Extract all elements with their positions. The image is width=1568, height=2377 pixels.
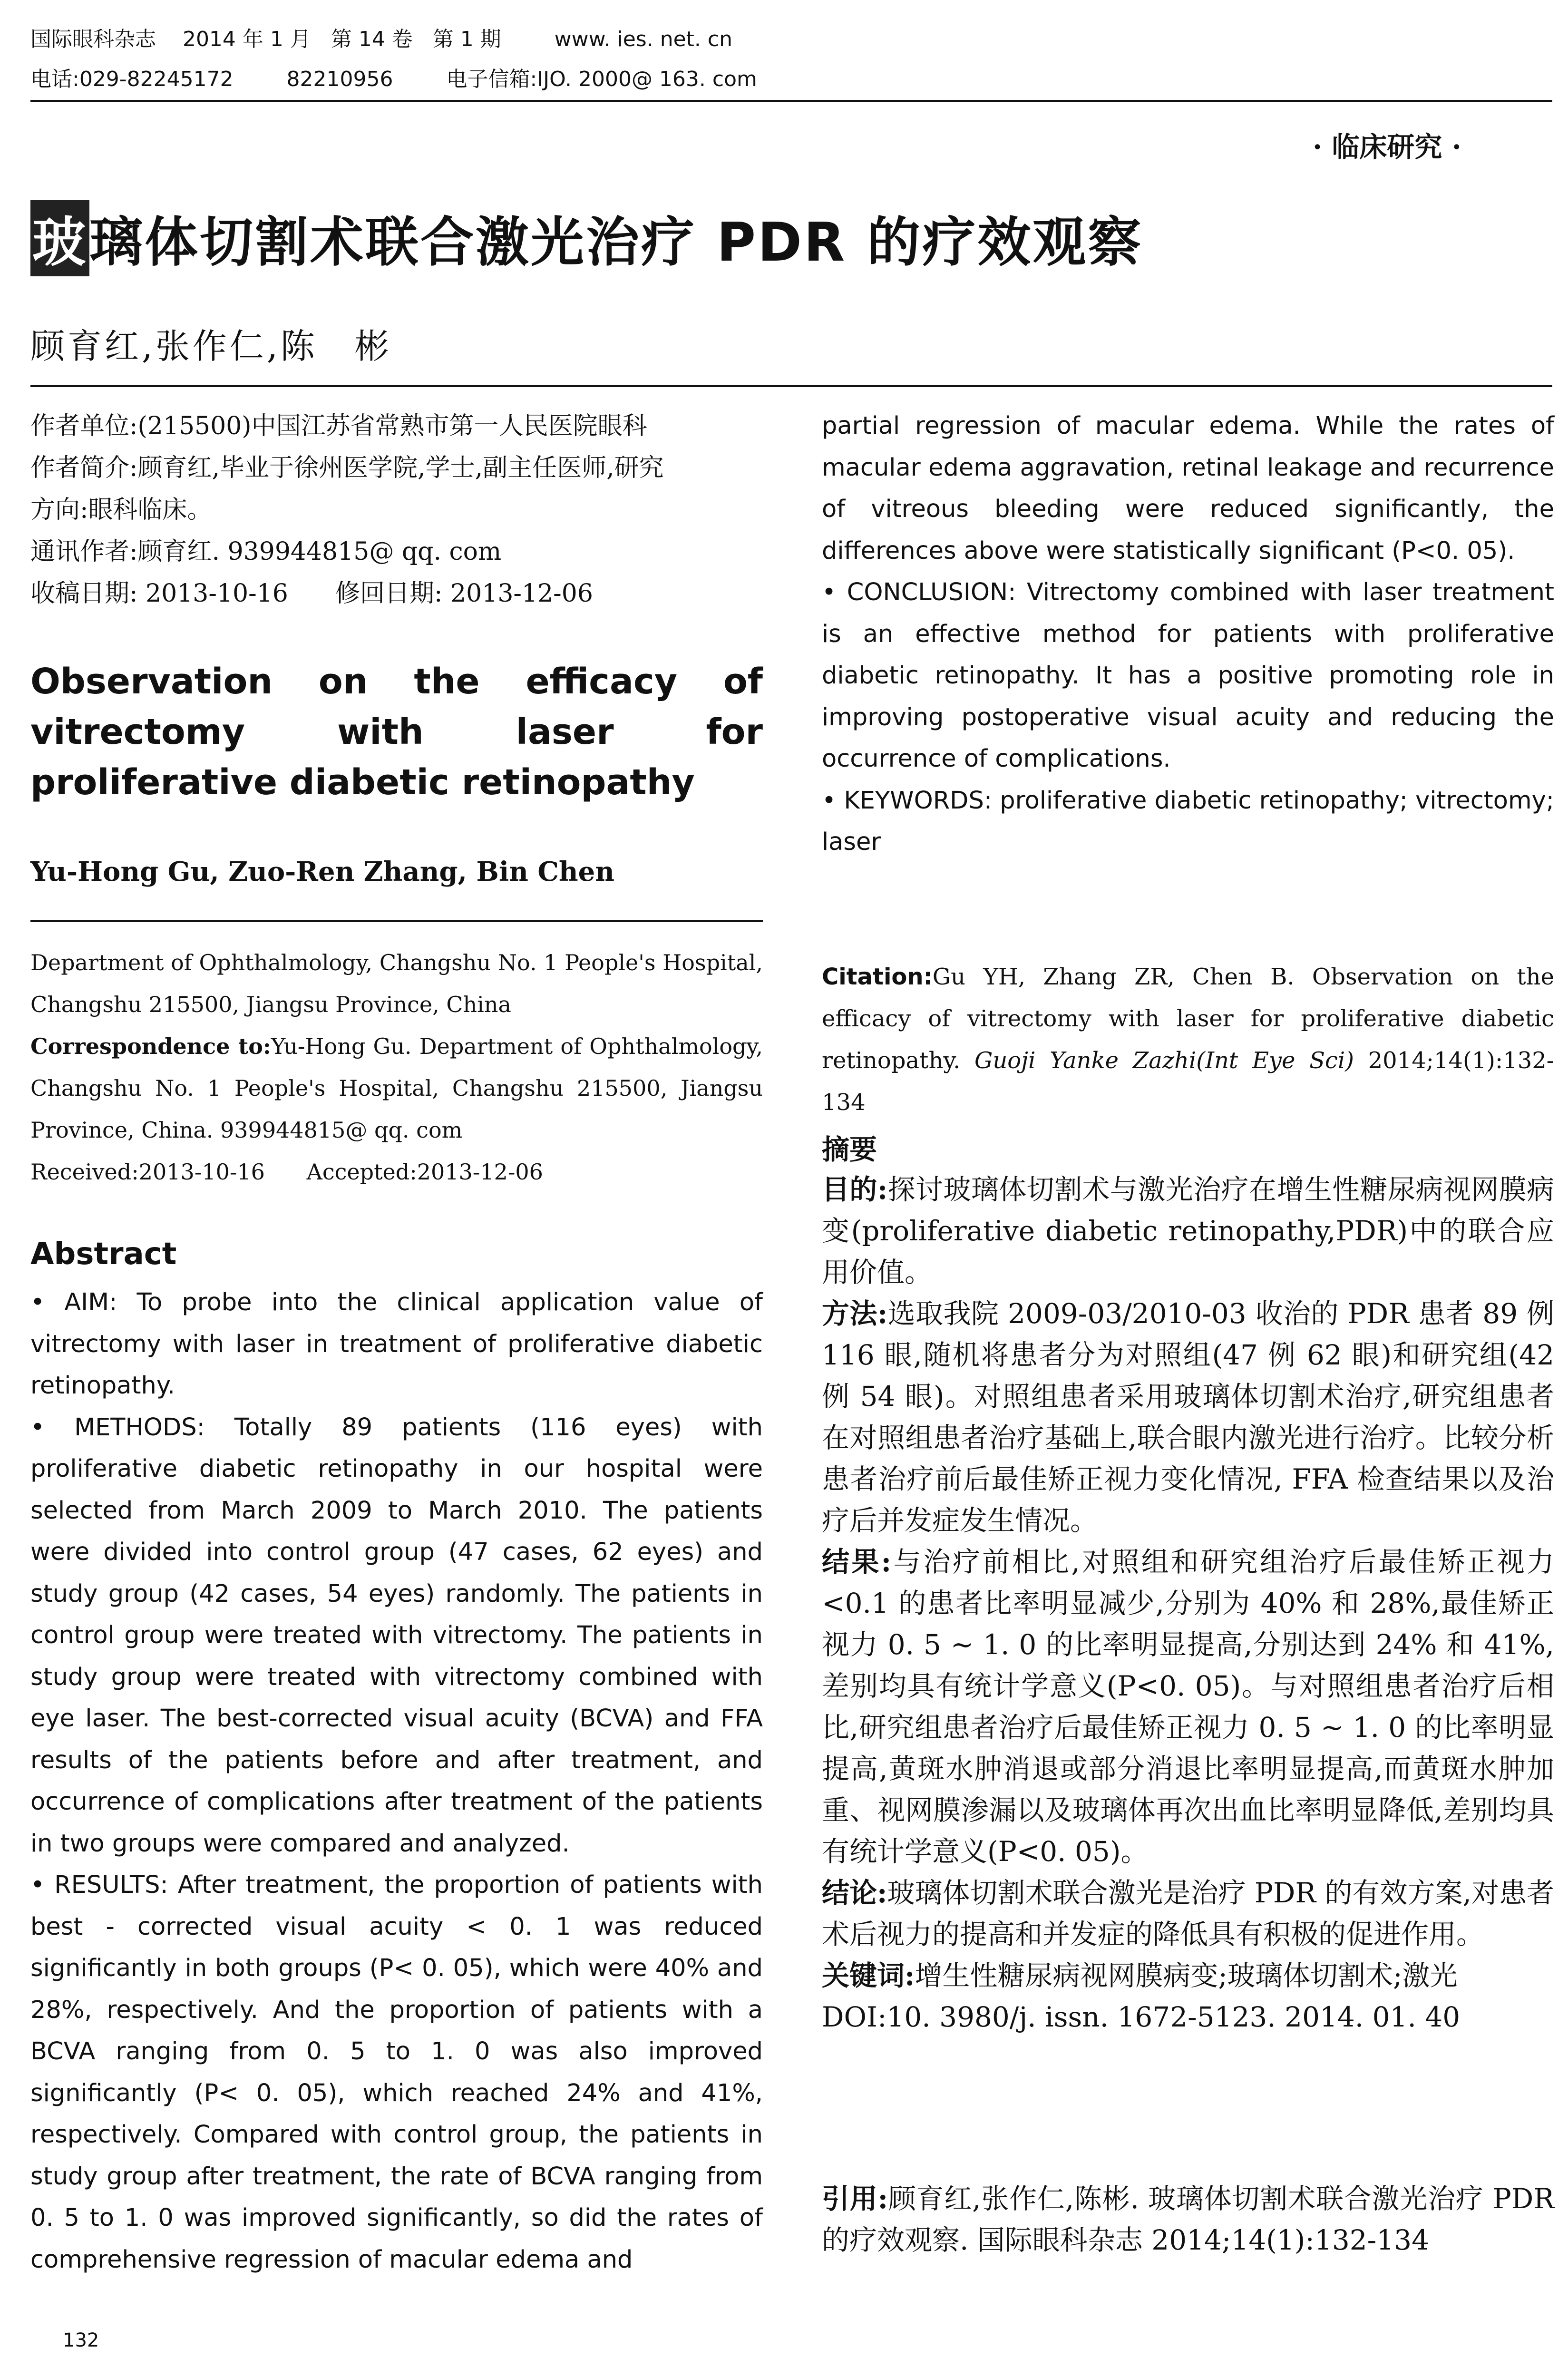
authors-zh: 顾育红,张作仁,陈 彬 bbox=[30, 326, 392, 366]
zh-results-text: 与治疗前相比,对照组和研究组治疗后最佳矫正视力<0.1 的患者比率明显减少,分别为 40% 和 28%,最佳矫正视力 0. 5 ~ 1. 0 的比率明显提高,分别达到 24% 和 41%,差别均具有统计学意义(P<0. 05)。与对照组患者治疗后相比,研究组患者治疗后最佳矫正视力 0. 5 ~ 1. 0 的比率明显提高,黄斑水肿消退或部分消退比率明显提高,而黄斑水肿加重、视网膜渗漏以及玻璃体再次出血比率明显降低,差别均具有统计学意义(P<0. 05)。 bbox=[822, 1546, 1554, 1868]
abstract-results bbox=[30, 1864, 763, 2280]
zh-conclusion bbox=[822, 1872, 1554, 1955]
zh-citation bbox=[822, 2178, 1554, 2261]
corresponding-author: 通讯作者:顾育红. 939944815@ qq. com bbox=[30, 537, 502, 566]
zh-aim-text: 探讨玻璃体切割术与激光治疗在增生性糖尿病视网膜病变(proliferative diabetic retinopathy,PDR)中的联合应用价值。 bbox=[822, 1173, 1554, 1288]
methods-text: Totally 89 patients (116 eyes) with proliferative diabetic retinopathy in our hospital were selected from March 2009 to March 2010. The patients were divided into control group (47 cases, 62 eyes) and study group (42 cases, 54 eyes) randomly. The patients in control group were treated with vitrectomy. The patients in study group were treated with vitrectomy combined with eye laser. The best-corrected visual acuity (BCVA) and FFA results of the patients before and after treatment, and occurrence of complications after treatment of the patients in two groups were compared and analyzed. bbox=[30, 1413, 763, 1858]
zh-keywords bbox=[822, 1955, 1554, 1997]
citation-text: Gu YH, Zhang ZR, Chen B. Observation on the efficacy of vitrectomy with laser for proliferative diabetic retinopathy. bbox=[822, 964, 1554, 1074]
abstract-right-body bbox=[822, 405, 1554, 863]
conclusion-text: Vitrectomy combined with laser treatment is an effective method for patients with proliferative diabetic retinopathy. It has a positive promoting role in improving postoperative visual acuity and reducing the occurrence of complications. bbox=[822, 578, 1554, 773]
keywords-text: proliferative diabetic retinopathy; vitrectomy; laser bbox=[822, 786, 1554, 856]
authors-rule bbox=[30, 920, 763, 922]
section-tag: · 临床研究 · bbox=[1313, 131, 1461, 163]
journal-header-line1: 国际眼科杂志 2014 年 1 月 第 14 卷 第 1 期 www. ies. net. cn bbox=[30, 27, 732, 51]
aim-label: • AIM: bbox=[30, 1288, 117, 1316]
conclusion-label: • CONCLUSION: bbox=[822, 578, 1016, 606]
zh-citation-block bbox=[822, 2178, 1554, 2261]
zh-methods-text: 选取我院 2009-03/2010-03 收治的 PDR 患者 89 例 116 眼,随机将患者分为对照组(47 例 62 眼)和研究组(42 例 54 眼)。对照组患者采用玻璃体切割术治疗,研究组患者在对照组患者治疗基础上,联合眼内激光进行治疗。比较分析患者治疗前后最佳矫正视力变化情况, FFA 检查结果以及治疗后并发症发生情况。 bbox=[822, 1297, 1554, 1537]
journal-header-line2: 电话:029-82245172 82210956 电子信箱:IJO. 2000@ 163. com bbox=[30, 67, 757, 91]
results-text: After treatment, the proportion of patients with best - corrected visual acuity < 0. 1 was reduced significantly in both groups (P< 0. 05), which were 40% and 28%, respectively. And the proportion of patients with a BCVA ranging from 0. 5 to 1. 0 was also improved significantly (P< 0. 05), which reached 24% and 41%, respectively. Compared with control group, the patients in study group after treatment, the rate of BCVA ranging from 0. 5 to 1. 0 was improved significantly, so did the rates of comprehensive regression of macular edema and bbox=[30, 1871, 763, 2274]
correspondence bbox=[30, 1025, 763, 1151]
department-text: Department of Ophthalmology, Changshu No. 1 People's Hospital, Changshu 215500, Jiangsu Province, China bbox=[30, 950, 763, 1017]
zh-abstract-body bbox=[822, 1169, 1554, 2038]
affiliation-block bbox=[30, 405, 763, 614]
abstract-results-continued: partial regression of macular edema. While the rates of macular edema aggravation, retinal leakage and recurrence of vitreous bleeding were reduced significantly, the differences above were statistically significant (P<0. 05). bbox=[822, 412, 1554, 565]
english-authors: Yu-Hong Gu, Zuo-Ren Zhang, Bin Chen bbox=[30, 856, 614, 887]
zh-citation-text: 顾育红,张作仁,陈彬. 玻璃体切割术联合激光治疗 PDR 的疗效观察. 国际眼科杂志 2014;14(1):132-134 bbox=[822, 2182, 1554, 2256]
title-rule bbox=[30, 385, 1552, 387]
zh-keywords-text: 增生性糖尿病视网膜病变;玻璃体切割术;激光 bbox=[915, 1959, 1458, 1992]
zh-aim bbox=[822, 1169, 1554, 1293]
header-rule bbox=[30, 100, 1552, 102]
title-first-char: 玻 bbox=[30, 200, 89, 276]
zh-results-label: 结果: bbox=[822, 1546, 892, 1578]
zh-methods bbox=[822, 1293, 1554, 1541]
methods-label: • METHODS: bbox=[30, 1413, 205, 1442]
zh-conclusion-label: 结论: bbox=[822, 1877, 887, 1909]
page-title bbox=[30, 200, 1143, 276]
abstract-conclusion bbox=[822, 572, 1554, 780]
page-number: 132 bbox=[63, 2329, 99, 2351]
author-intro-2: 方向:眼科临床。 bbox=[30, 496, 212, 524]
zh-keywords-label: 关键词: bbox=[822, 1959, 915, 1992]
zh-abstract-heading: 摘要 bbox=[822, 1133, 877, 1166]
citation bbox=[822, 956, 1554, 1123]
citation-block bbox=[822, 956, 1554, 1123]
abstract-methods bbox=[30, 1407, 763, 1865]
author-intro-1: 作者简介:顾育红,毕业于徐州医学院,学士,副主任医师,研究 bbox=[30, 454, 664, 482]
aim-text: To probe into the clinical application value of vitrectomy with laser in treatment of proliferative diabetic retinopathy. bbox=[30, 1288, 763, 1400]
correspondence-label: Correspondence to: bbox=[30, 1033, 271, 1059]
zh-doi: DOI:10. 3980/j. issn. 1672-5123. 2014. 01. 40 bbox=[822, 2001, 1461, 2033]
citation-journal: Guoji Yanke Zazhi(Int Eye Sci) bbox=[974, 1047, 1354, 1074]
zh-conclusion-text: 玻璃体切割术联合激光是治疗 PDR 的有效方案,对患者术后视力的提高和并发症的降低具有积极的促进作用。 bbox=[822, 1877, 1554, 1950]
abstract-aim bbox=[30, 1282, 763, 1407]
citation-tail: 2014;14(1):132-134 bbox=[822, 1047, 1554, 1116]
zh-aim-label: 目的: bbox=[822, 1173, 888, 1206]
results-label: • RESULTS: bbox=[30, 1871, 168, 1899]
abstract-heading: Abstract bbox=[30, 1237, 177, 1272]
department-block bbox=[30, 942, 763, 1193]
zh-methods-label: 方法: bbox=[822, 1297, 888, 1330]
zh-results bbox=[822, 1541, 1554, 1872]
received-dates-zh: 收稿日期: 2013-10-16 修回日期: 2013-12-06 bbox=[30, 579, 593, 608]
abstract-keywords bbox=[822, 780, 1554, 863]
abstract-left-body bbox=[30, 1282, 763, 2280]
zh-citation-label: 引用: bbox=[822, 2182, 888, 2215]
received-accepted: Received:2013-10-16 Accepted:2013-12-06 bbox=[30, 1159, 543, 1185]
correspondence-text: Yu-Hong Gu. Department of Ophthalmology, Changshu No. 1 People's Hospital, Changshu 215500, Jiangsu Province, China. 939944815@ qq. com bbox=[30, 1033, 763, 1143]
english-title: Observation on the efficacy of vitrectomy with laser for proliferative diabetic retinopathy bbox=[30, 661, 763, 803]
citation-label: Citation: bbox=[822, 964, 933, 990]
title-rest: 璃体切割术联合激光治疗 PDR 的疗效观察 bbox=[89, 212, 1143, 273]
keywords-label: • KEYWORDS: bbox=[822, 786, 993, 815]
affiliation-unit: 作者单位:(215500)中国江苏省常熟市第一人民医院眼科 bbox=[30, 412, 647, 440]
